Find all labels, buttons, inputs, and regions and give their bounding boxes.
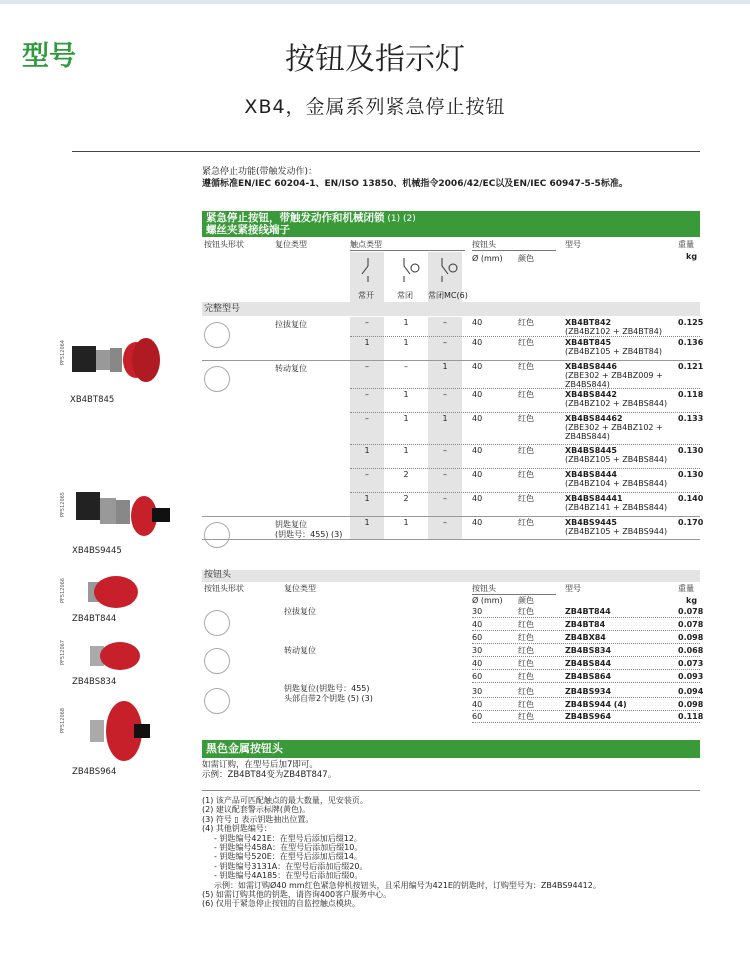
label-no: 常开 [358, 291, 374, 300]
cell-model: ZB4BT84 [565, 619, 606, 629]
complete-models-label: 完整型号 [204, 304, 241, 314]
product-label: XB4BT845 [70, 395, 115, 405]
row-divider [350, 412, 700, 413]
cell-weight: 0.125 [678, 318, 704, 327]
cell-weight: 0.078 [678, 619, 704, 629]
footnote: 示例：如需订购Ø40 mm红色紧急停机按钮头，且采用编号为421E的钥匙时，订购型号为：ZB4BS94412。 [214, 880, 601, 890]
row-divider [472, 656, 700, 657]
cell-color: 红色 [518, 712, 534, 722]
section1-title-note: (1) (2) [384, 214, 416, 224]
group-reset: 转动复位 [284, 646, 316, 655]
col-reset: 复位类型 [284, 584, 316, 593]
cell-model: ZB4BS944 (4) [565, 699, 627, 709]
footnote: (6) 仅用于紧急停止按钮的自监控触点模块。 [202, 899, 360, 909]
product-image-zb4bt844 [82, 574, 142, 610]
pull-reset-icon [204, 322, 230, 348]
cell-color: 红色 [518, 607, 534, 616]
product-image-zb4bs964 [84, 700, 154, 762]
col-dia: Ø (mm) [472, 254, 503, 263]
cell-color: 红色 [518, 470, 534, 479]
col-model: 型号 [565, 584, 581, 593]
product-label: ZB4BT844 [72, 614, 117, 624]
product-label: ZB4BS964 [72, 767, 117, 777]
cell-ncmc: – [443, 518, 447, 527]
product-image-zb4bs834 [84, 638, 144, 674]
group-reset-note: (钥匙号：455) (3) [275, 530, 343, 539]
cell-model: ZB4BS864 [565, 672, 612, 681]
cell-model: XB4BS84462 [565, 414, 623, 423]
footnotes [202, 796, 601, 909]
cell-color: 红色 [518, 494, 534, 503]
cell-dia: 40 [472, 318, 483, 327]
cell-color: 红色 [518, 686, 534, 696]
cell-model: XB4BS8444 [565, 470, 617, 479]
cell-model: ZB4BT844 [565, 607, 611, 616]
cell-nc: 1 [403, 338, 409, 347]
cell-weight: 0.118 [678, 712, 704, 722]
cell-dia: 40 [472, 699, 483, 709]
intro-text [202, 166, 628, 190]
cell-components: (ZB4BZ105 + ZB4BS844) [565, 455, 668, 464]
cell-color: 红色 [518, 518, 534, 527]
cell-weight: 0.098 [678, 632, 704, 642]
cell-weight: 0.098 [678, 699, 704, 709]
cell-components: (ZB4BZ105 + ZB4BT84) [565, 347, 662, 356]
page-title: 按钮及指示灯 [285, 42, 465, 77]
product-code: PF512067 [60, 640, 66, 665]
group-reset: 拉拔复位 [284, 607, 316, 616]
cell-model: XB4BS8446 [565, 362, 617, 371]
row-divider [472, 643, 700, 644]
row-divider [350, 336, 700, 337]
cell-weight: 0.130 [678, 446, 704, 455]
product-code: PF512068 [60, 708, 66, 733]
cell-components2: ZB4BS844) [565, 432, 610, 441]
cell-weight: 0.130 [678, 470, 704, 479]
cell-model: XB4BS8442 [565, 390, 617, 399]
cell-dia: 40 [472, 619, 483, 629]
product-code: PF512064 [60, 340, 66, 365]
cell-weight: 0.170 [678, 518, 704, 527]
cell-model: ZB4BS844 [565, 659, 612, 669]
turn-reset-icon [204, 648, 230, 674]
cell-dia: 30 [472, 686, 483, 696]
row-divider [472, 682, 700, 683]
cell-components: (ZBE302 + ZB4BZ102 + [565, 423, 663, 432]
section3-text [202, 760, 336, 780]
col-color: 颜色 [518, 254, 534, 263]
cell-weight: 0.121 [678, 362, 704, 371]
col-weight: 重量 [678, 584, 694, 593]
col-button: 按钮头 [472, 584, 496, 593]
col-reset: 复位类型 [275, 240, 307, 249]
cell-weight: 0.073 [678, 659, 704, 669]
row-divider [350, 468, 700, 469]
cell-dia: 40 [472, 494, 483, 503]
turn-reset-icon [204, 366, 230, 392]
cell-color: 红色 [518, 318, 534, 327]
cell-dia: 30 [472, 646, 483, 656]
cell-ncmc: – [443, 470, 447, 479]
section3-title: 黑色金属按钮头 [206, 742, 283, 755]
top-border [0, 0, 750, 4]
product-image-xb4bs9445 [72, 488, 182, 544]
cell-no: 1 [364, 338, 370, 347]
col-button: 按钮头 [472, 240, 496, 249]
col-model: 型号 [565, 240, 581, 249]
cell-components2: ZB4BS844) [565, 380, 610, 389]
col-shape: 按钮头形状 [204, 584, 244, 593]
row-divider [202, 539, 700, 540]
cell-components: (ZB4BZ105 + ZB4BS944) [565, 527, 668, 536]
cell-no: 1 [364, 494, 370, 503]
cell-color: 红色 [518, 414, 534, 423]
section1-subtitle: 螺丝夹紧接线端子 [206, 224, 290, 236]
model-label: 型号 [22, 41, 76, 72]
key-reset-icon [204, 522, 230, 548]
cell-ncmc: 1 [442, 362, 448, 371]
cell-components: (ZB4BZ102 + ZB4BS844) [565, 399, 668, 408]
label-ncmc: 常闭MC(6) [428, 291, 468, 300]
cell-dia: 40 [472, 518, 483, 527]
cell-ncmc: – [443, 446, 447, 455]
group-reset: 转动复位 [275, 364, 307, 373]
group-reset: 钥匙复位(钥匙号：455) [284, 684, 370, 693]
cell-model: ZB4BS834 [565, 646, 612, 656]
cell-dia: 40 [472, 470, 483, 479]
cell-nc: 1 [403, 446, 409, 455]
cell-components: (ZBE302 + ZB4BZ009 + [565, 371, 663, 380]
product-code: PF512065 [60, 492, 66, 517]
key-reset-icon [204, 688, 230, 714]
group-reset-note: 头部自带2个钥匙 (5) (3) [284, 694, 373, 703]
cell-ncmc: – [443, 318, 447, 327]
cell-model: XB4BT842 [565, 318, 612, 327]
row-divider [472, 697, 700, 698]
product-code: PF512066 [60, 578, 66, 603]
row-divider [472, 669, 700, 670]
cell-weight: 0.133 [678, 414, 704, 423]
no-contact-icon [358, 256, 378, 284]
footnote: - 钥匙编号520E：在型号后添加后缀14。 [214, 852, 362, 862]
cell-weight: 0.093 [678, 672, 704, 681]
row-divider [472, 710, 700, 711]
cell-model: XB4BS9445 [565, 518, 617, 527]
product-image-xb4bt845 [70, 332, 168, 388]
section3-band [202, 740, 700, 758]
footnote: (3) 符号 ▯ 表示钥匙抽出位置。 [202, 814, 314, 824]
cell-weight: 0.068 [678, 646, 704, 656]
cell-weight: 0.094 [678, 686, 704, 696]
cell-ncmc: – [443, 338, 447, 347]
footnote: (2) 建议配套警示标牌(黄色)。 [202, 805, 311, 815]
col-weight: 重量 [678, 240, 694, 249]
footnote: (1) 该产品可匹配触点的最大数量，见安装页。 [202, 796, 368, 805]
cell-dia: 30 [472, 607, 483, 616]
cell-weight: 0.118 [678, 390, 704, 399]
cell-no: – [365, 470, 369, 479]
cell-nc: 1 [403, 318, 409, 327]
cell-components: (ZB4BZ104 + ZB4BS844) [565, 479, 668, 488]
footnote: - 钥匙编号421E：在型号后添加后缀12。 [214, 833, 362, 843]
footnote: (4) 其他钥匙编号： [202, 824, 272, 834]
row-divider [202, 516, 700, 517]
divider [72, 151, 700, 152]
cell-dia: 40 [472, 362, 483, 371]
row-divider [350, 492, 700, 493]
pull-reset-icon [204, 610, 230, 636]
cell-components: (ZB4BZ141 + ZB4BS844) [565, 503, 668, 512]
cell-nc: 1 [403, 518, 409, 527]
group-reset: 钥匙复位 [275, 520, 307, 529]
nc-contact-icon [396, 256, 422, 284]
cell-color: 红色 [518, 632, 534, 642]
cell-ncmc: – [443, 494, 447, 503]
col-dia: Ø (mm) [472, 596, 503, 605]
row-divider [350, 388, 700, 389]
cell-nc: 1 [403, 390, 409, 399]
section3-line2: 示例：ZB4BT84变为ZB4BT847。 [202, 770, 337, 780]
footnote: - 钥匙编号4A185：在型号后添加后缀0。 [214, 871, 363, 881]
cell-dia: 60 [472, 672, 483, 681]
cell-model: ZB4BX84 [565, 632, 606, 642]
col-shape: 按钮头形状 [204, 240, 244, 249]
intro-line2: 遵循标准EN/IEC 60204-1、EN/ISO 13850、机械指令2006/42/EC以及EN/IEC 60947-5-5标准。 [202, 179, 628, 189]
cell-color: 红色 [518, 362, 534, 371]
row-divider [350, 444, 700, 445]
footnote: (5) 如需订购其他的钥匙，请咨询400客户服务中心。 [202, 890, 392, 900]
cell-color: 红色 [518, 390, 534, 399]
row-divider [472, 630, 700, 631]
col-contact: 触点类型 [350, 240, 382, 249]
cell-nc: 1 [403, 414, 409, 423]
row-divider [472, 722, 700, 723]
section3-line1: 如需订购，在型号后加7即可。 [202, 760, 318, 770]
product-label: ZB4BS834 [72, 677, 117, 687]
cell-weight: 0.140 [678, 494, 704, 503]
cell-weight: 0.136 [678, 338, 704, 347]
cell-model: XB4BT845 [565, 338, 612, 347]
cell-no: 1 [364, 446, 370, 455]
col-kg: kg [686, 252, 698, 261]
cell-nc: 2 [403, 494, 409, 503]
cell-dia: 60 [472, 632, 483, 642]
cell-model: ZB4BS934 [565, 686, 612, 696]
section1-title: 紧急停止按钮，带触发动作和机械闭锁 [206, 212, 385, 224]
cell-weight: 0.078 [678, 607, 704, 616]
cell-no: – [365, 362, 369, 371]
cell-color: 红色 [518, 619, 534, 629]
cell-components: (ZB4BZ102 + ZB4BT84) [565, 327, 662, 336]
cell-dia: 40 [472, 446, 483, 455]
cell-ncmc: 1 [442, 414, 448, 423]
cell-model: XB4BS84441 [565, 494, 623, 503]
cell-dia: 40 [472, 338, 483, 347]
cell-dia: 40 [472, 390, 483, 399]
cell-dia: 40 [472, 659, 483, 669]
section1-band [202, 211, 700, 237]
ncmc-contact-icon [434, 256, 460, 284]
cell-nc: – [404, 362, 408, 371]
cell-color: 红色 [518, 659, 534, 669]
section2-title: 按钮头 [204, 570, 232, 580]
group-reset: 拉拔复位 [275, 320, 307, 329]
product-label: XB4BS9445 [72, 546, 122, 556]
cell-dia: 40 [472, 414, 483, 423]
footnote: - 钥匙编号458A：在型号后添加后缀10。 [214, 843, 363, 853]
cell-no: 1 [364, 518, 370, 527]
cell-no: – [365, 318, 369, 327]
page-subtitle: XB4，金属系列紧急停止按钮 [244, 96, 506, 118]
cell-ncmc: – [443, 390, 447, 399]
cell-color: 红色 [518, 699, 534, 709]
intro-line1: 紧急停止功能(带触发动作)： [202, 167, 318, 177]
cell-color: 红色 [518, 446, 534, 455]
cell-nc: 2 [403, 470, 409, 479]
col-kg: kg [686, 596, 698, 605]
col-color: 颜色 [518, 596, 534, 605]
footnote: - 钥匙编号3131A：在型号后添加后缀20。 [214, 861, 368, 871]
label-nc: 常闭 [397, 291, 413, 300]
cell-model: XB4BS8445 [565, 446, 617, 455]
cell-dia: 60 [472, 712, 483, 722]
row-divider [472, 617, 700, 618]
cell-model: ZB4BS964 [565, 712, 612, 722]
cell-no: – [365, 390, 369, 399]
cell-no: – [365, 414, 369, 423]
cell-color: 红色 [518, 338, 534, 347]
row-divider [202, 360, 700, 361]
cell-color: 红色 [518, 646, 534, 656]
cell-color: 红色 [518, 672, 534, 681]
